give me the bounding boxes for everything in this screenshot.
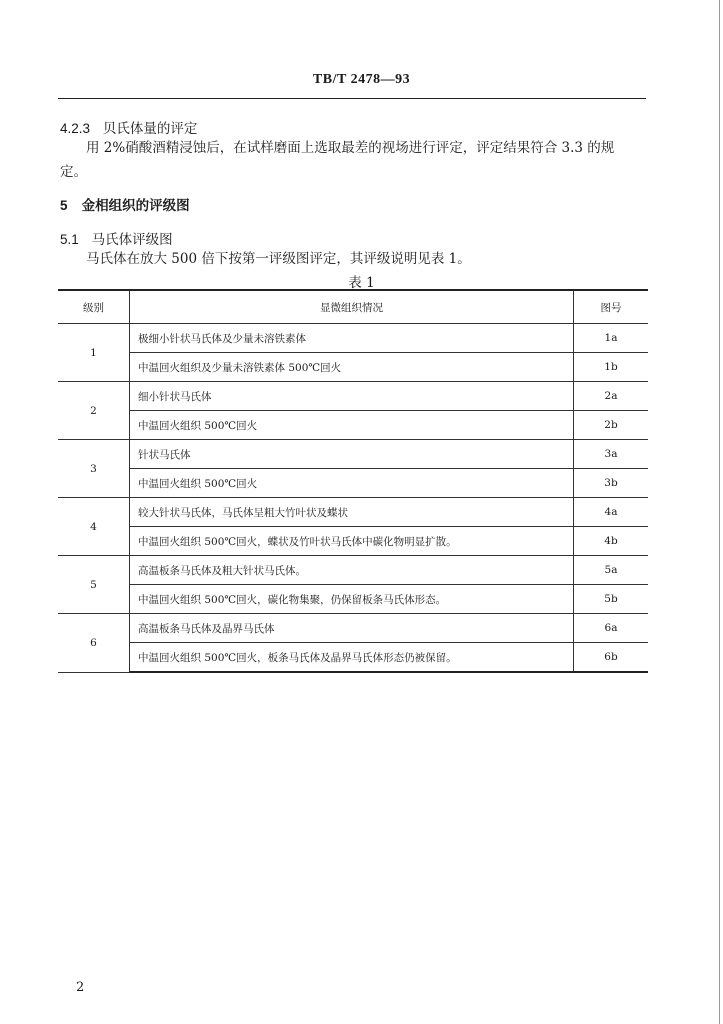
section-title: 金相组织的评级图 [81,198,190,214]
header-description: 显微组织情况 [130,290,574,324]
description-cell: 高温板条马氏体及粗大针状马氏体。 [130,556,574,585]
table-row [58,527,648,556]
table-row [58,643,648,673]
section-5-1-paragraph: 马氏体在放大 500 倍下按第一评级图评定，其评级说明见表 1。 [86,251,471,267]
section-title: 贝氏体量的评定 [102,121,198,137]
figure-number-cell: 3a [574,440,649,469]
grade-cell: 1 [58,324,130,382]
figure-number-cell: 2a [574,382,649,411]
page-number: 2 [76,980,85,995]
figure-number-cell: 6b [574,643,649,673]
standard-code-header: TB/T 2478—93 [312,72,411,87]
figure-number-cell: 5b [574,585,649,614]
description-cell: 高温板条马氏体及晶界马氏体 [130,614,574,643]
grade-cell: 4 [58,498,130,556]
grade-cell: 6 [58,614,130,673]
section-4-2-3-paragraph-line2: 定。 [60,164,87,180]
grade-cell: 3 [58,440,130,498]
figure-number-cell: 4b [574,527,649,556]
table-row [58,353,648,382]
martensite-grading-table [58,289,648,673]
section-4-2-3-heading [60,117,197,137]
grade-cell: 2 [58,382,130,440]
description-cell: 针状马氏体 [130,440,574,469]
table-row [58,614,648,643]
section-number: 4.2.3 [60,121,91,136]
table-row [58,411,648,440]
figure-number-cell: 4a [574,498,649,527]
table-row [58,469,648,498]
description-cell: 中温回火组织 500℃回火，蝶状及竹叶状马氏体中碳化物明显扩散。 [130,527,574,556]
header-figure: 图号 [574,290,649,324]
description-cell: 极细小针状马氏体及少量未溶铁素体 [130,324,574,353]
section-4-2-3-paragraph-line1: 用 2%硝酸酒精浸蚀后，在试样磨面上选取最差的视场进行评定，评定结果符合 3.3 的规 [86,140,615,156]
grade-cell: 5 [58,556,130,614]
description-cell: 中温回火组织 500℃回火 [130,469,574,498]
figure-number-cell: 6a [574,614,649,643]
table-row [58,498,648,527]
figure-number-cell: 1a [574,324,649,353]
description-cell: 细小针状马氏体 [130,382,574,411]
table-row [58,585,648,614]
section-title: 马氏体评级图 [91,232,173,248]
figure-number-cell: 1b [574,353,649,382]
description-cell: 中温回火组织 500℃回火，板条马氏体及晶界马氏体形态仍被保留。 [130,643,574,673]
table-row [58,324,648,353]
table-row [58,440,648,469]
header-grade: 级别 [58,290,130,324]
table-header-row [58,290,648,324]
description-cell: 中温回火组织 500℃回火 [130,411,574,440]
scan-edge-line [719,0,720,1024]
section-number: 5 [60,198,68,213]
table-row [58,556,648,585]
figure-number-cell: 3b [574,469,649,498]
description-cell: 中温回火组织 500℃回火，碳化物集聚，仍保留板条马氏体形态。 [130,585,574,614]
table-caption: 表 1 [348,275,375,291]
section-5-heading [60,194,190,214]
section-number: 5.1 [60,232,79,247]
section-5-1-heading [60,228,173,248]
figure-number-cell: 5a [574,556,649,585]
header-rule [58,98,646,99]
description-cell: 中温回火组织及少量未溶铁素体 500℃回火 [130,353,574,382]
table-body [58,324,648,673]
description-cell: 较大针状马氏体，马氏体呈粗大竹叶状及蝶状 [130,498,574,527]
figure-number-cell: 2b [574,411,649,440]
table-row [58,382,648,411]
